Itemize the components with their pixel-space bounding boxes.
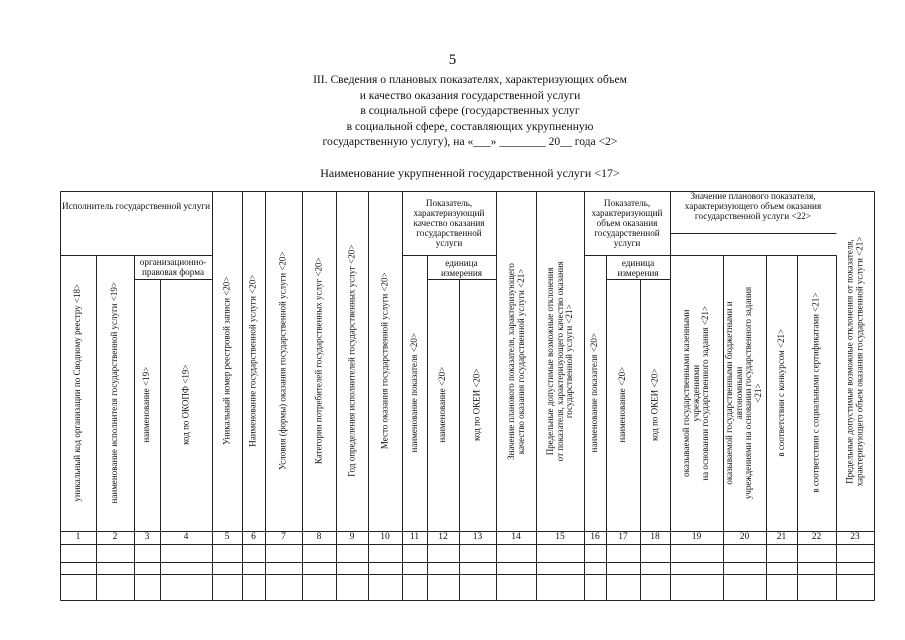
column-number: 3 xyxy=(144,532,150,542)
column-header-line: уникальный код организации по Сводному реестру <18> xyxy=(72,284,83,502)
column-number: 16 xyxy=(590,532,600,542)
column-header-21 xyxy=(766,255,797,531)
column-header-line: качество оказания государственной услуги <21> xyxy=(515,268,525,454)
column-header-16 xyxy=(584,255,606,531)
column-number: 5 xyxy=(224,532,230,542)
column-number: 22 xyxy=(811,532,822,542)
column-number: 1 xyxy=(75,532,81,542)
column-header-15 xyxy=(536,191,584,531)
column-number: 14 xyxy=(511,532,521,542)
column-header-10 xyxy=(368,191,402,531)
heading-line: в социальной сфере (государственных услуг xyxy=(360,104,580,117)
column-number: 7 xyxy=(281,532,286,542)
column-header-line: оказываемой государственными бюджетными и xyxy=(724,301,735,485)
column-number: 6 xyxy=(251,532,256,542)
column-number: 18 xyxy=(650,532,660,542)
service-name-label: Наименование укрупненной государственной услуги <17> xyxy=(320,166,620,180)
column-header-line: код по ОКОПФ <19> xyxy=(180,364,191,446)
group-volume-indicator: Показатель, характеризующий объем оказания государственной услуги xyxy=(591,198,663,248)
column-header-18 xyxy=(640,279,670,531)
column-header-23 xyxy=(836,191,874,531)
column-number: 20 xyxy=(739,532,750,542)
column-number: 11 xyxy=(409,532,420,542)
column-header-20 xyxy=(723,255,766,531)
column-header-line: наименование показателя <20> xyxy=(589,333,600,453)
column-number: 17 xyxy=(618,532,628,542)
group-executor: Исполнитель государственной услуги xyxy=(62,201,210,211)
column-header-12 xyxy=(427,279,459,531)
column-header-line: Условия (формы) оказания государственной услуги <20> xyxy=(277,251,288,471)
column-header-line: в соответствии с социальными сертификатами <21> xyxy=(810,292,821,494)
column-header-line: наименование показателя <20> xyxy=(408,333,419,453)
column-number: 4 xyxy=(183,532,189,542)
column-number: 19 xyxy=(691,532,702,542)
column-number: 2 xyxy=(112,532,118,542)
column-header-line: учреждениями на основании государственного задания xyxy=(743,286,754,500)
heading-line: в социальной сфере, составляющих укрупненную xyxy=(346,119,594,133)
column-header-13 xyxy=(459,279,496,531)
group-quality-unit: единица измерения xyxy=(440,258,483,278)
column-header-line: учреждениями xyxy=(690,364,701,422)
column-number: 21 xyxy=(776,532,787,542)
column-header-line: Предельные допустимые возможные отклонения xyxy=(544,267,555,455)
group-volume-unit: единица измерения xyxy=(617,258,659,278)
column-number: 8 xyxy=(316,532,322,542)
page-number: 5 xyxy=(448,52,457,68)
column-header-line: государственной услуги <21> xyxy=(563,304,574,418)
heading-line: III. Сведения о плановых показателях, характеризующих объем xyxy=(313,73,627,86)
column-header-line: Предельные допустимые возможные отклонения от показателя, xyxy=(844,238,855,484)
column-header-1 xyxy=(60,255,96,531)
column-header-line: оказываемой государственными казенными xyxy=(681,309,692,477)
column-header-line: код по ОКЕИ <20> xyxy=(649,368,660,442)
column-header-22 xyxy=(797,255,836,531)
column-header-line: наименование <19> xyxy=(141,367,152,443)
column-header-line: Уникальный номер реестровой записи <20> xyxy=(221,276,232,446)
column-header-7 xyxy=(265,191,302,531)
column-header-line: наименование <20> xyxy=(617,367,628,443)
column-header-line: в соответствии с конкурсом <21> xyxy=(775,329,786,457)
column-header-2 xyxy=(96,255,134,531)
column-header-19 xyxy=(670,255,723,531)
column-number: 9 xyxy=(349,532,355,542)
column-header-11 xyxy=(402,255,427,531)
column-header-9 xyxy=(336,191,368,531)
column-header-5 xyxy=(212,191,242,531)
column-header-14 xyxy=(496,191,536,531)
column-header-line: от показателя, характеризующего качество оказания xyxy=(554,260,565,462)
column-header-17 xyxy=(606,279,640,531)
column-header-line: Место оказания государственной услуги <20> xyxy=(379,272,390,450)
column-header-8 xyxy=(302,191,336,531)
column-header-line: наименование <20> xyxy=(437,367,448,443)
column-number: 13 xyxy=(472,532,483,542)
column-header-line: код по ОКЕИ <20> xyxy=(471,368,482,442)
column-number: 23 xyxy=(850,532,860,542)
column-header-line: <21> xyxy=(753,383,763,403)
group-planned-volume: Значение планового показателя, характеризующего объем оказания государственной услуги <22> xyxy=(684,191,822,221)
column-header-line: Категории потребителей государственных услуг <20> xyxy=(313,257,324,465)
column-number: 10 xyxy=(380,532,390,542)
column-number: 15 xyxy=(555,532,565,542)
column-header-line: Год определения исполнителей государственных услуг <20> xyxy=(346,244,357,478)
group-quality-indicator: Показатель, характеризующий качество оказания государственной услуги xyxy=(413,198,485,248)
column-header-line: автономными xyxy=(734,366,744,420)
column-number: 12 xyxy=(438,532,448,542)
column-header-4 xyxy=(160,279,212,531)
column-header-3 xyxy=(134,279,160,531)
column-header-line: на основании государственного задания <21> xyxy=(700,305,711,481)
column-header-line: характеризующего объем оказания государственной услуги <21> xyxy=(854,236,865,486)
column-header-6 xyxy=(242,191,265,531)
column-header-line: Наименование государственной услуги <20> xyxy=(247,274,258,448)
heading-line: государственную услугу), на «___» ________ 20__ года <2> xyxy=(322,135,618,148)
column-header-line: Значение планового показателя, характеризующего xyxy=(505,262,516,460)
group-org-form: организационно-правовая форма xyxy=(139,257,207,277)
column-header-line: наименование исполнителя государственной услуги <19> xyxy=(109,282,120,504)
heading-line: и качество оказания государственной услуги xyxy=(359,88,581,102)
